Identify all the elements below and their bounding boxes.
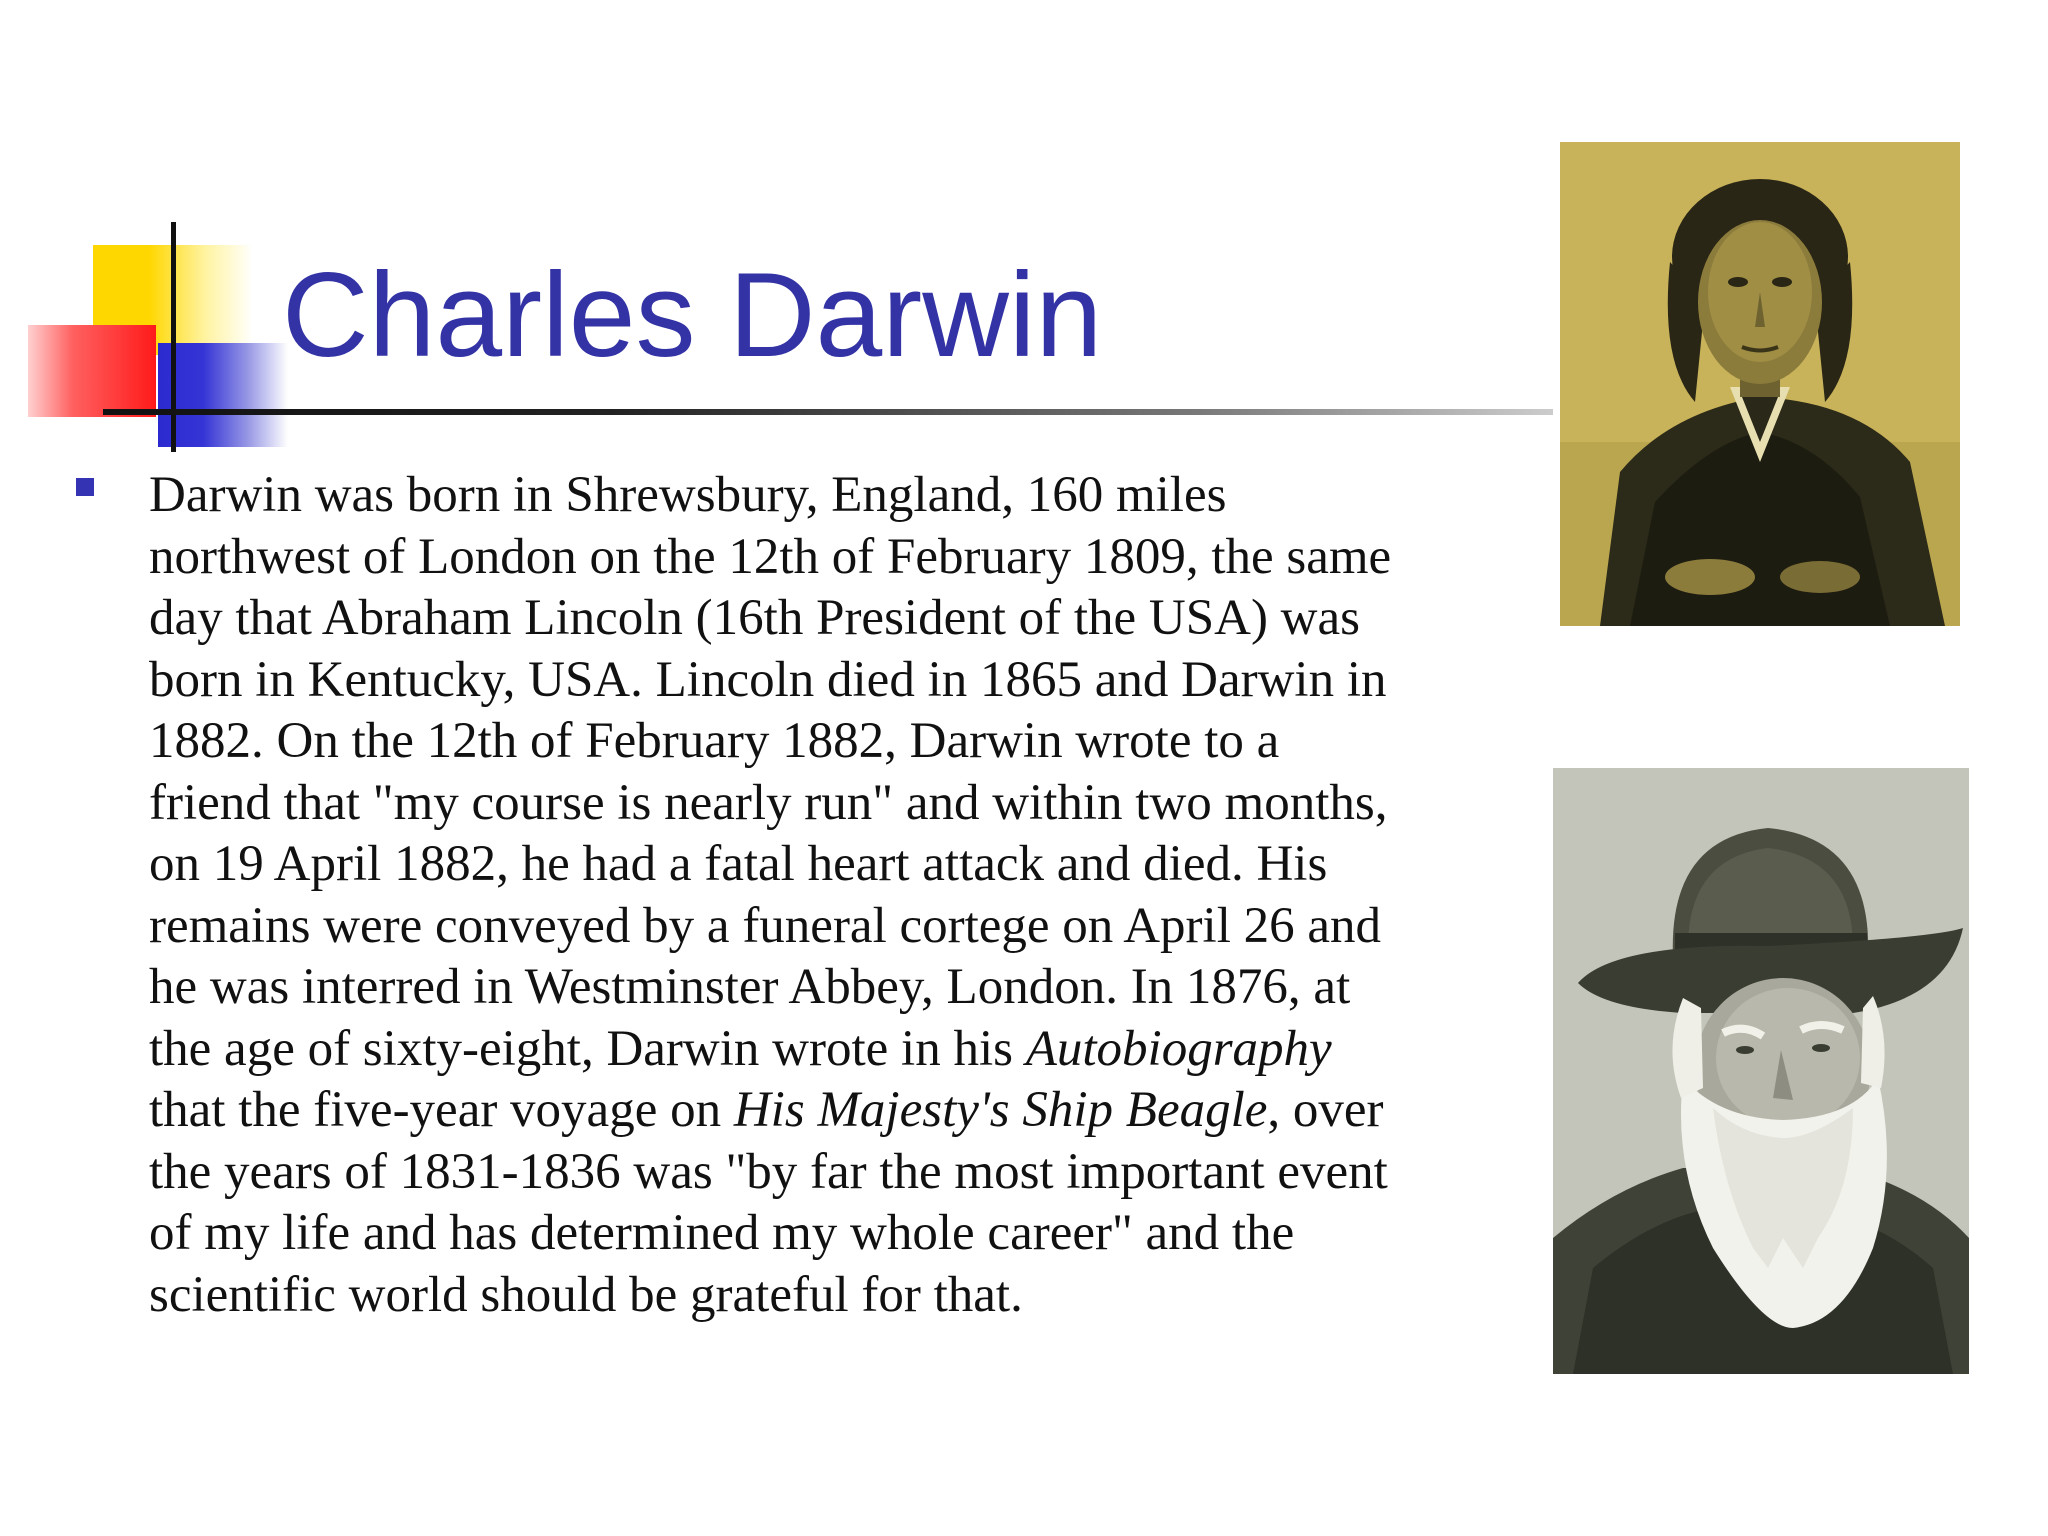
bullet-text-segment: , over the years of 1831-1836 was "by far the most important event of my life and has determined my whole career" and the scientific world should be grateful for that. xyxy=(149,1082,1388,1323)
bullet-text-segment: Darwin was born in Shrewsbury, England, 160 miles northwest of London on the 12th of February 1809, the same day that Abraham Lincoln (16th President of the USA) was born in Kentucky, USA. Lincoln died in 1865 and Darwin in 1882. On the 12th of February 1882, Darwin wrote to a friend that "my course is nearly run" and within two months, on 19 April 1882, he had a fatal heart attack and died. His remains were conveyed by a funeral cortege on April 26 and he was interred in Westminster Abbey, London. In 1876, at the age of sixty-eight, Darwin wrote in his xyxy=(149,467,1392,1077)
slide-title: Charles Darwin xyxy=(282,248,1103,382)
bullet-text xyxy=(149,465,1409,1326)
title-underline xyxy=(103,409,1553,415)
decor-vertical-line xyxy=(171,222,176,452)
bullet-text-italic-segment: Autobiography xyxy=(1025,1020,1332,1077)
darwin-young-portrait xyxy=(1560,142,1960,626)
decor-blue-square xyxy=(158,343,288,447)
bullet-marker xyxy=(76,478,94,496)
bullet-text-italic-segment: His Majesty's Ship Beagle xyxy=(733,1082,1268,1138)
bullet-text-segment: that the five-year voyage on xyxy=(149,1082,734,1138)
decor-red-square xyxy=(28,325,156,417)
darwin-old-portrait xyxy=(1553,768,1969,1374)
